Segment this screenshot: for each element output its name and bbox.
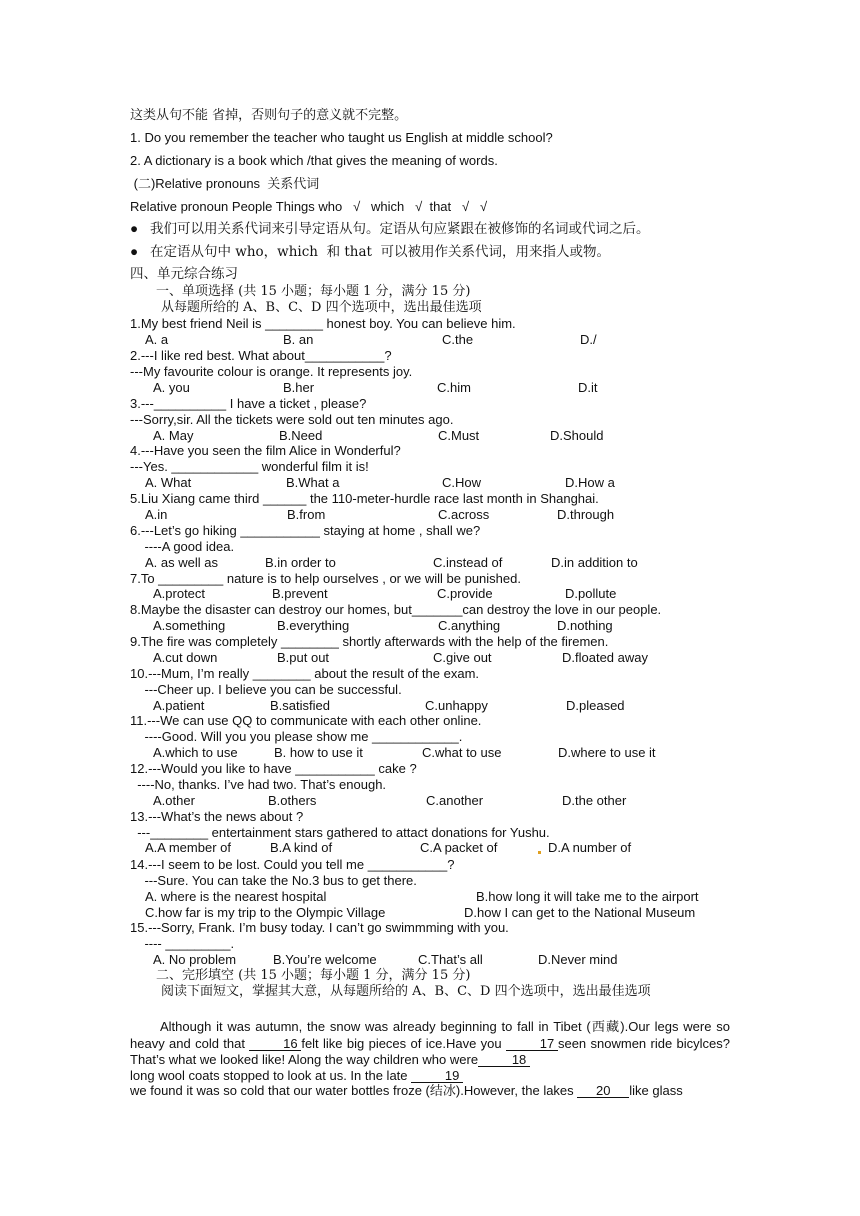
cloze-text: ).However, the lakes [455, 1083, 578, 1098]
question-14-option-a: A. where is the nearest hospital [145, 889, 327, 904]
question-13-option-a: A.A member of [145, 840, 231, 855]
question-3-option-a: A. May [153, 428, 194, 443]
question-15-option-b: B.You’re welcome [273, 952, 377, 967]
question-9-option-d: D.floated away [562, 650, 648, 665]
question-10-option-d: D.pleased [566, 698, 625, 713]
question-13-option-c: C.A packet of [420, 840, 498, 855]
cloze-paragraph-line-5 [130, 1083, 683, 1100]
example-sentence-2: 2. A dictionary is a book which /that gives the meaning of words. [130, 153, 498, 168]
question-7-option-a: A.protect [153, 586, 206, 601]
question-8-option-d: D.nothing [557, 618, 613, 633]
cloze-text: Although it was autumn, the snow was already beginning to fall in Tibet ( [160, 1019, 591, 1034]
part2-instructions: 阅读下面短文，掌握其大意，从每题所给的 A、B、C、D 四个选项中，选出最佳选项 [161, 984, 651, 999]
question-6-option-a: A. as well as [145, 555, 218, 570]
question-13-line: ---________ entertainment stars gathered to attact donations for Yushu. [130, 825, 550, 840]
question-11-line: ----Good. Will you you please show me ____________. [130, 729, 463, 744]
question-12-option-c: C.another [426, 793, 484, 808]
question-10-option-c: C.unhappy [425, 698, 488, 713]
question-5-option-d: D.through [557, 507, 615, 522]
question-3-option-b: B.Need [279, 428, 323, 443]
question-12-line: ----No, thanks. I’ve had two. That’s enough. [130, 777, 387, 792]
question-8-option-b: B.everything [277, 618, 350, 633]
question-6-option-b: B.in order to [265, 555, 336, 570]
question-15-line: ---- _________. [130, 936, 235, 951]
question-1-option-b: B. an [283, 332, 314, 347]
blank-17: 17 [506, 1037, 558, 1051]
question-1-line: 1.My best friend Neil is ________ honest boy. You can believe him. [130, 316, 516, 331]
question-15-option-d: D.Never mind [538, 952, 618, 967]
question-2-line: ---My favourite colour is orange. It represents joy. [130, 364, 413, 379]
question-6-option-c: C.instead of [433, 555, 503, 570]
question-13-option-b: B.A kind of [270, 840, 333, 855]
question-15-line: 15.---Sorry, Frank. I’m busy today. I can’t go swimmming with you. [130, 920, 509, 935]
question-9-option-a: A.cut down [153, 650, 218, 665]
question-7-option-d: D.pollute [565, 586, 617, 601]
unit-title: 四、单元综合练习 [130, 266, 238, 282]
question-14-line: 14.---I seem to be lost. Could you tell me ___________? [130, 857, 455, 872]
blank-18: 18 [478, 1053, 530, 1067]
question-14-line: ---Sure. You can take the No.3 bus to get there. [130, 873, 417, 888]
question-2-option-c: C.him [437, 380, 471, 395]
question-9-option-b: B.put out [277, 650, 330, 665]
bullet-item-2 [130, 244, 610, 260]
question-15-option-a: A. No problem [153, 952, 237, 967]
question-1-option-d: D./ [580, 332, 597, 347]
question-5-option-b: B.from [287, 507, 326, 522]
question-3-option-d: D.Should [550, 428, 604, 443]
question-4-option-c: C.How [442, 475, 482, 490]
part1-title: 一、单项选择 (共 15 小题；每小题 1 分，满分 15 分) [156, 284, 471, 299]
question-4-line: 4.---Have you seen the film Alice in Wonderful? [130, 443, 401, 458]
question-11-option-d: D.where to use it [558, 745, 656, 760]
question-10-option-a: A.patient [153, 698, 205, 713]
question-4-line: ---Yes. ____________ wonderful film it is! [130, 459, 369, 474]
question-9-line: 9.The fire was completely ________ shortly afterwards with the help of the firemen. [130, 634, 609, 649]
question-13-line: 13.---What’s the news about ? [130, 809, 304, 824]
relative-pronoun-table-line: Relative pronoun People Things who √ which √ that √ √ [130, 199, 488, 214]
cloze-text: felt like big pieces of ice.Have you [301, 1036, 506, 1051]
question-5-option-a: A.in [145, 507, 168, 522]
question-11-option-c: C.what to use [422, 745, 502, 760]
question-1-option-a: A. a [145, 332, 169, 347]
question-11-line: 11.---We can use QQ to communicate with each other online. [130, 713, 482, 728]
question-12-option-a: A.other [153, 793, 195, 808]
question-3-line: 3.---__________ I have a ticket , please? [130, 396, 367, 411]
question-2-option-a: A. you [153, 380, 190, 395]
question-10-line: ---Cheer up. I believe you can be successful. [130, 682, 402, 697]
question-14-option-d: D.how I can get to the National Museum [464, 905, 696, 920]
question-6-line: ----A good idea. [130, 539, 235, 554]
question-12-option-b: B.others [268, 793, 317, 808]
blank-16: 16 [249, 1037, 301, 1051]
question-11-option-a: A.which to use [153, 745, 238, 760]
yellow-mark [538, 851, 541, 854]
cloze-text-zh: 结冰 [429, 1084, 456, 1099]
question-4-option-a: A. What [145, 475, 192, 490]
question-5-option-c: C.across [438, 507, 490, 522]
cloze-text-zh: 西藏 [590, 1020, 621, 1035]
cloze-text: long wool coats stopped to look at us. In the late [130, 1068, 412, 1083]
question-3-option-c: C.Must [438, 428, 480, 443]
part1-instructions: 从每题所给的 A、B、C、D 四个选项中，选出最佳选项 [161, 300, 482, 315]
question-14-option-b: B.how long it will take me to the airport [476, 889, 699, 904]
question-3-line: ---Sorry,sir. All the tickets were sold out ten minutes ago. [130, 412, 454, 427]
part2-title: 二、完形填空 (共 15 小题；每小题 1 分，满分 15 分) [156, 968, 471, 983]
bullet-text: 我们可以用关系代词来引导定语从句。定语从句应紧跟在被修饰的名词或代词之后。 [150, 221, 650, 237]
question-7-line: 7.To _________ nature is to help ourselves , or we will be punished. [130, 571, 521, 586]
question-13-option-d: D.A number of [548, 840, 632, 855]
question-4-option-d: D.How a [565, 475, 615, 490]
clause-note: 这类从句不能 省掉，否则句子的意义就不完整。 [130, 108, 408, 123]
example-sentence-1: 1. Do you remember the teacher who taught us English at middle school? [130, 130, 553, 145]
question-15-option-c: C.That’s all [418, 952, 483, 967]
cloze-paragraph [130, 1019, 730, 1084]
question-7-option-b: B.prevent [272, 586, 328, 601]
blank-19: 19 [411, 1069, 463, 1083]
cloze-text: we found it was so cold that our water bottles froze ( [130, 1083, 430, 1098]
question-1-option-c: C.the [442, 332, 474, 347]
question-4-option-b: B.What a [286, 475, 340, 490]
question-7-option-c: C.provide [437, 586, 493, 601]
question-12-line: 12.---Would you like to have ___________ cake ? [130, 761, 417, 776]
section-title-relative-pronouns: (二)Relative pronouns 关系代词 [130, 176, 320, 191]
question-6-line: 6.---Let’s go hiking ___________ staying at home , shall we? [130, 523, 481, 538]
question-8-option-c: C.anything [438, 618, 501, 633]
bullet-text: 在定语从句中 who，which 和 that 可以被用作关系代词，用来指人或物。 [150, 244, 611, 260]
cloze-text: seen snowmen ride bicylces? That’s what we looked like! Along the way children who were [130, 1036, 731, 1067]
question-2-option-d: D.it [578, 380, 598, 395]
question-2-option-b: B.her [283, 380, 315, 395]
blank-20: 20 [577, 1084, 629, 1098]
question-14-option-c: C.how far is my trip to the Olympic Village [145, 905, 386, 920]
question-12-option-d: D.the other [562, 793, 627, 808]
bullet-icon: ● [130, 221, 139, 236]
cloze-text: ).Our legs were so heavy and cold that [130, 1019, 730, 1051]
bullet-item-1 [130, 221, 650, 237]
question-6-option-d: D.in addition to [551, 555, 638, 570]
question-8-line: 8.Maybe the disaster can destroy our homes, but_______can destroy the love in our people. [130, 602, 662, 617]
cloze-text: like glass [629, 1083, 683, 1098]
question-2-line: 2.---I like red best. What about___________? [130, 348, 392, 363]
question-9-option-c: C.give out [433, 650, 492, 665]
question-10-option-b: B.satisfied [270, 698, 330, 713]
question-8-option-a: A.something [153, 618, 226, 633]
bullet-icon: ● [130, 244, 139, 259]
question-5-line: 5.Liu Xiang came third ______ the 110-meter-hurdle race last month in Shanghai. [130, 491, 599, 506]
question-10-line: 10.---Mum, I’m really ________ about the result of the exam. [130, 666, 480, 681]
question-11-option-b: B. how to use it [274, 745, 363, 760]
